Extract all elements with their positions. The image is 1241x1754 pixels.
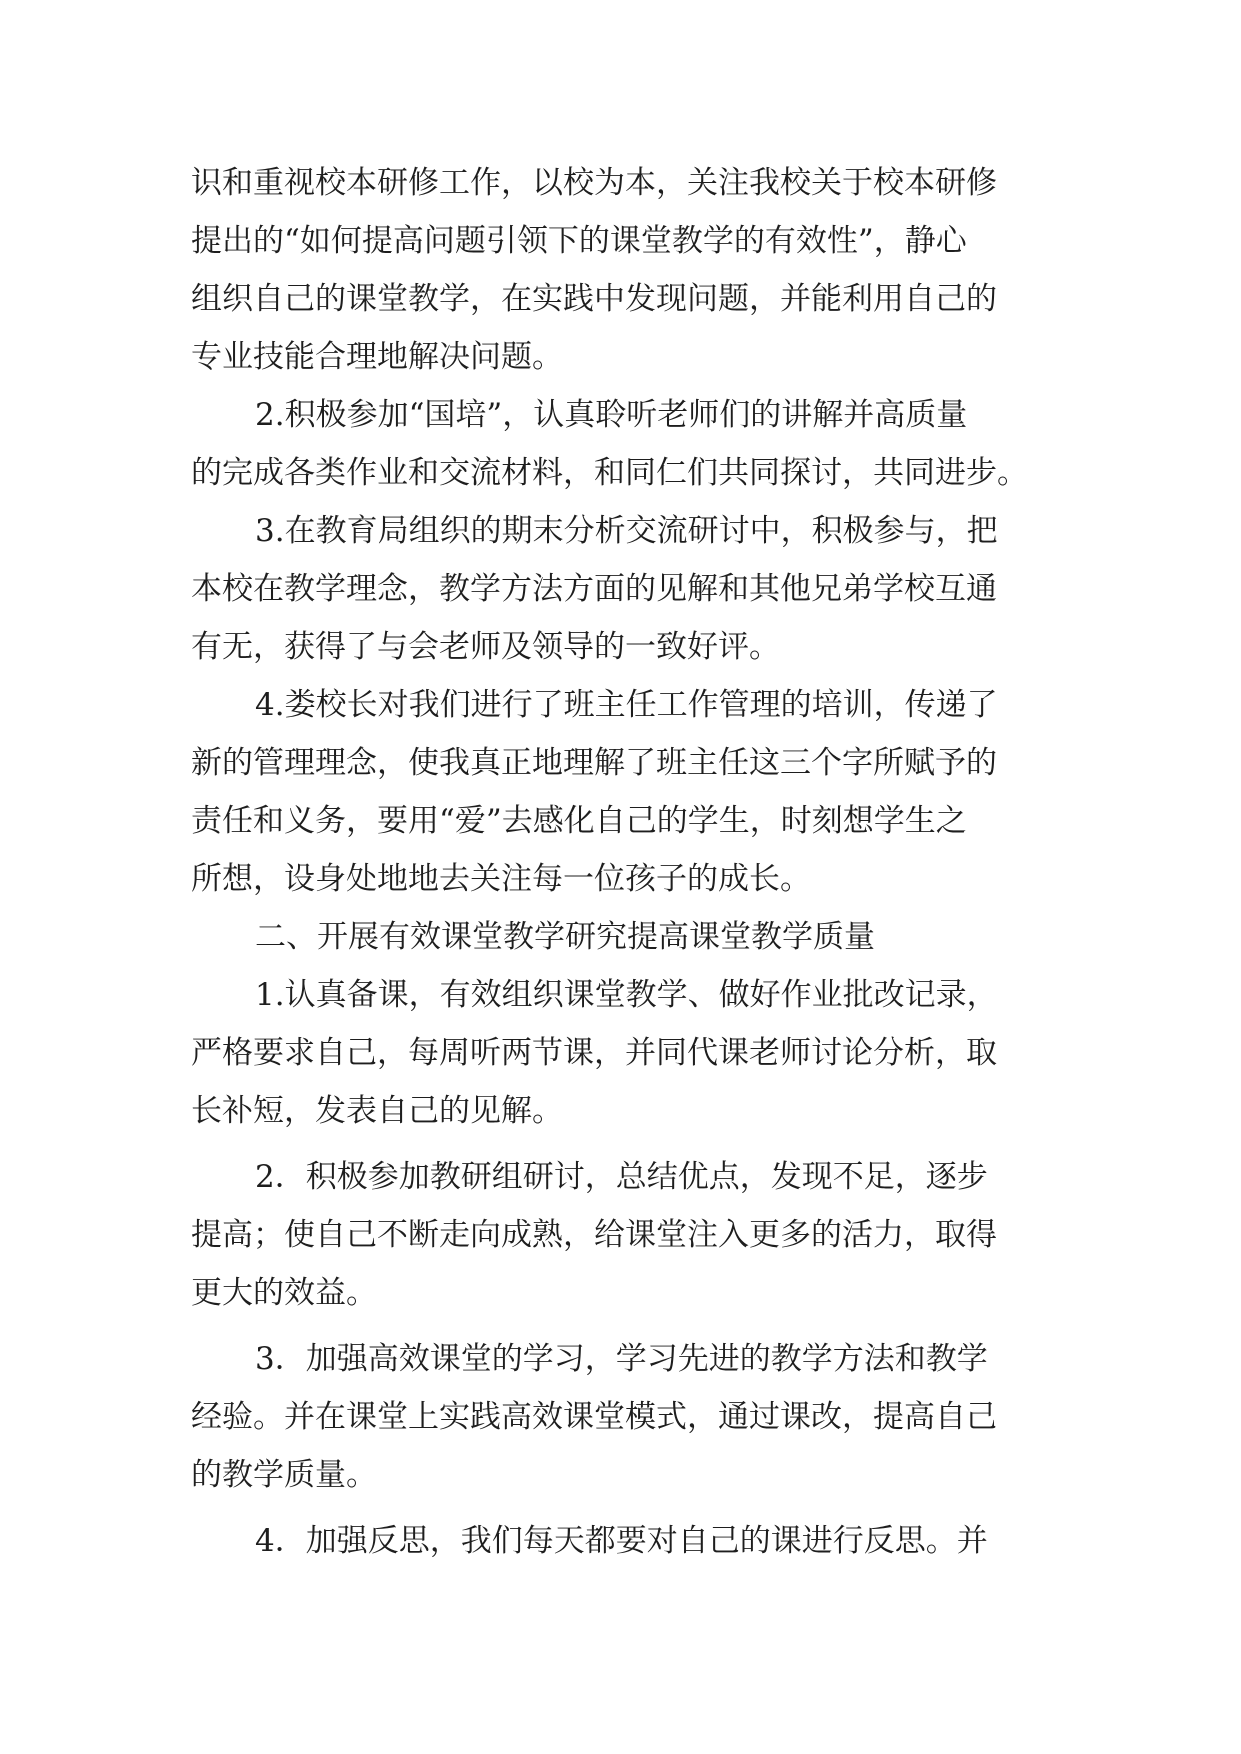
text-line: 责任和义务，要用“爱”去感化自己的学生，时刻想学生之 (191, 803, 967, 839)
paragraph-spacer (191, 1140, 1061, 1148)
paragraph-class-teacher-training (191, 676, 1061, 908)
text-line: 所想，设身处地地去关注每一位孩子的成长。 (191, 861, 811, 897)
text-line: 1.认真备课，有效组织课堂教学、做好作业批改记录， (255, 977, 998, 1013)
text-line: 新的管理理念，使我真正地理解了班主任这三个字所赋予的 (191, 745, 997, 781)
paragraph-efficient-classroom (191, 1330, 1061, 1504)
text-line: 4.娄校长对我们进行了班主任工作管理的培训，传递了 (255, 687, 998, 723)
text-line: 有无，获得了与会老师及领导的一致好评。 (191, 629, 780, 665)
paragraph-lesson-preparation (191, 966, 1061, 1140)
text-line: 3.在教育局组织的期末分析交流研讨中，积极参与，把 (255, 513, 998, 549)
text-line: 专业技能合理地解决问题。 (191, 339, 563, 375)
text-line: 组织自己的课堂教学，在实践中发现问题，并能利用自己的 (191, 281, 997, 317)
paragraph-school-research (191, 154, 1061, 386)
text-line: 2.积极参加“国培”，认真聆听老师们的讲解并高质量 (255, 397, 968, 433)
text-line: 3．加强高效课堂的学习，学习先进的教学方法和教学 (255, 1341, 988, 1377)
text-line: 长补短，发表自己的见解。 (191, 1093, 563, 1129)
text-line: 2．积极参加教研组研讨，总结优点，发现不足，逐步 (255, 1159, 988, 1195)
section-heading (191, 908, 1061, 966)
paragraph-spacer (191, 1504, 1061, 1512)
paragraph-national-training (191, 386, 1061, 502)
text-line: 4．加强反思，我们每天都要对自己的课进行反思。并 (255, 1523, 988, 1559)
paragraph-teaching-research (191, 1148, 1061, 1322)
text-line: 的完成各类作业和交流材料，和同仁们共同探讨，共同进步。 (191, 455, 1028, 491)
text-line: 二、开展有效课堂教学研究提高课堂教学质量 (255, 919, 875, 955)
document-body (191, 154, 1061, 1570)
text-line: 提高；使自己不断走向成熟，给课堂注入更多的活力，取得 (191, 1217, 997, 1253)
text-line: 本校在教学理念，教学方法方面的见解和其他兄弟学校互通 (191, 571, 997, 607)
text-line: 严格要求自己，每周听两节课，并同代课老师讨论分析，取 (191, 1035, 997, 1071)
text-line: 更大的效益。 (191, 1275, 377, 1311)
text-line: 的教学质量。 (191, 1457, 377, 1493)
text-line: 经验。并在课堂上实践高效课堂模式，通过课改，提高自己 (191, 1399, 997, 1435)
text-line: 提出的“如何提高问题引领下的课堂教学的有效性”，静心 (191, 223, 967, 259)
paragraph-spacer (191, 1322, 1061, 1330)
paragraph-term-analysis (191, 502, 1061, 676)
paragraph-reflection (191, 1512, 1061, 1570)
text-line: 识和重视校本研修工作，以校为本，关注我校关于校本研修 (191, 165, 997, 201)
